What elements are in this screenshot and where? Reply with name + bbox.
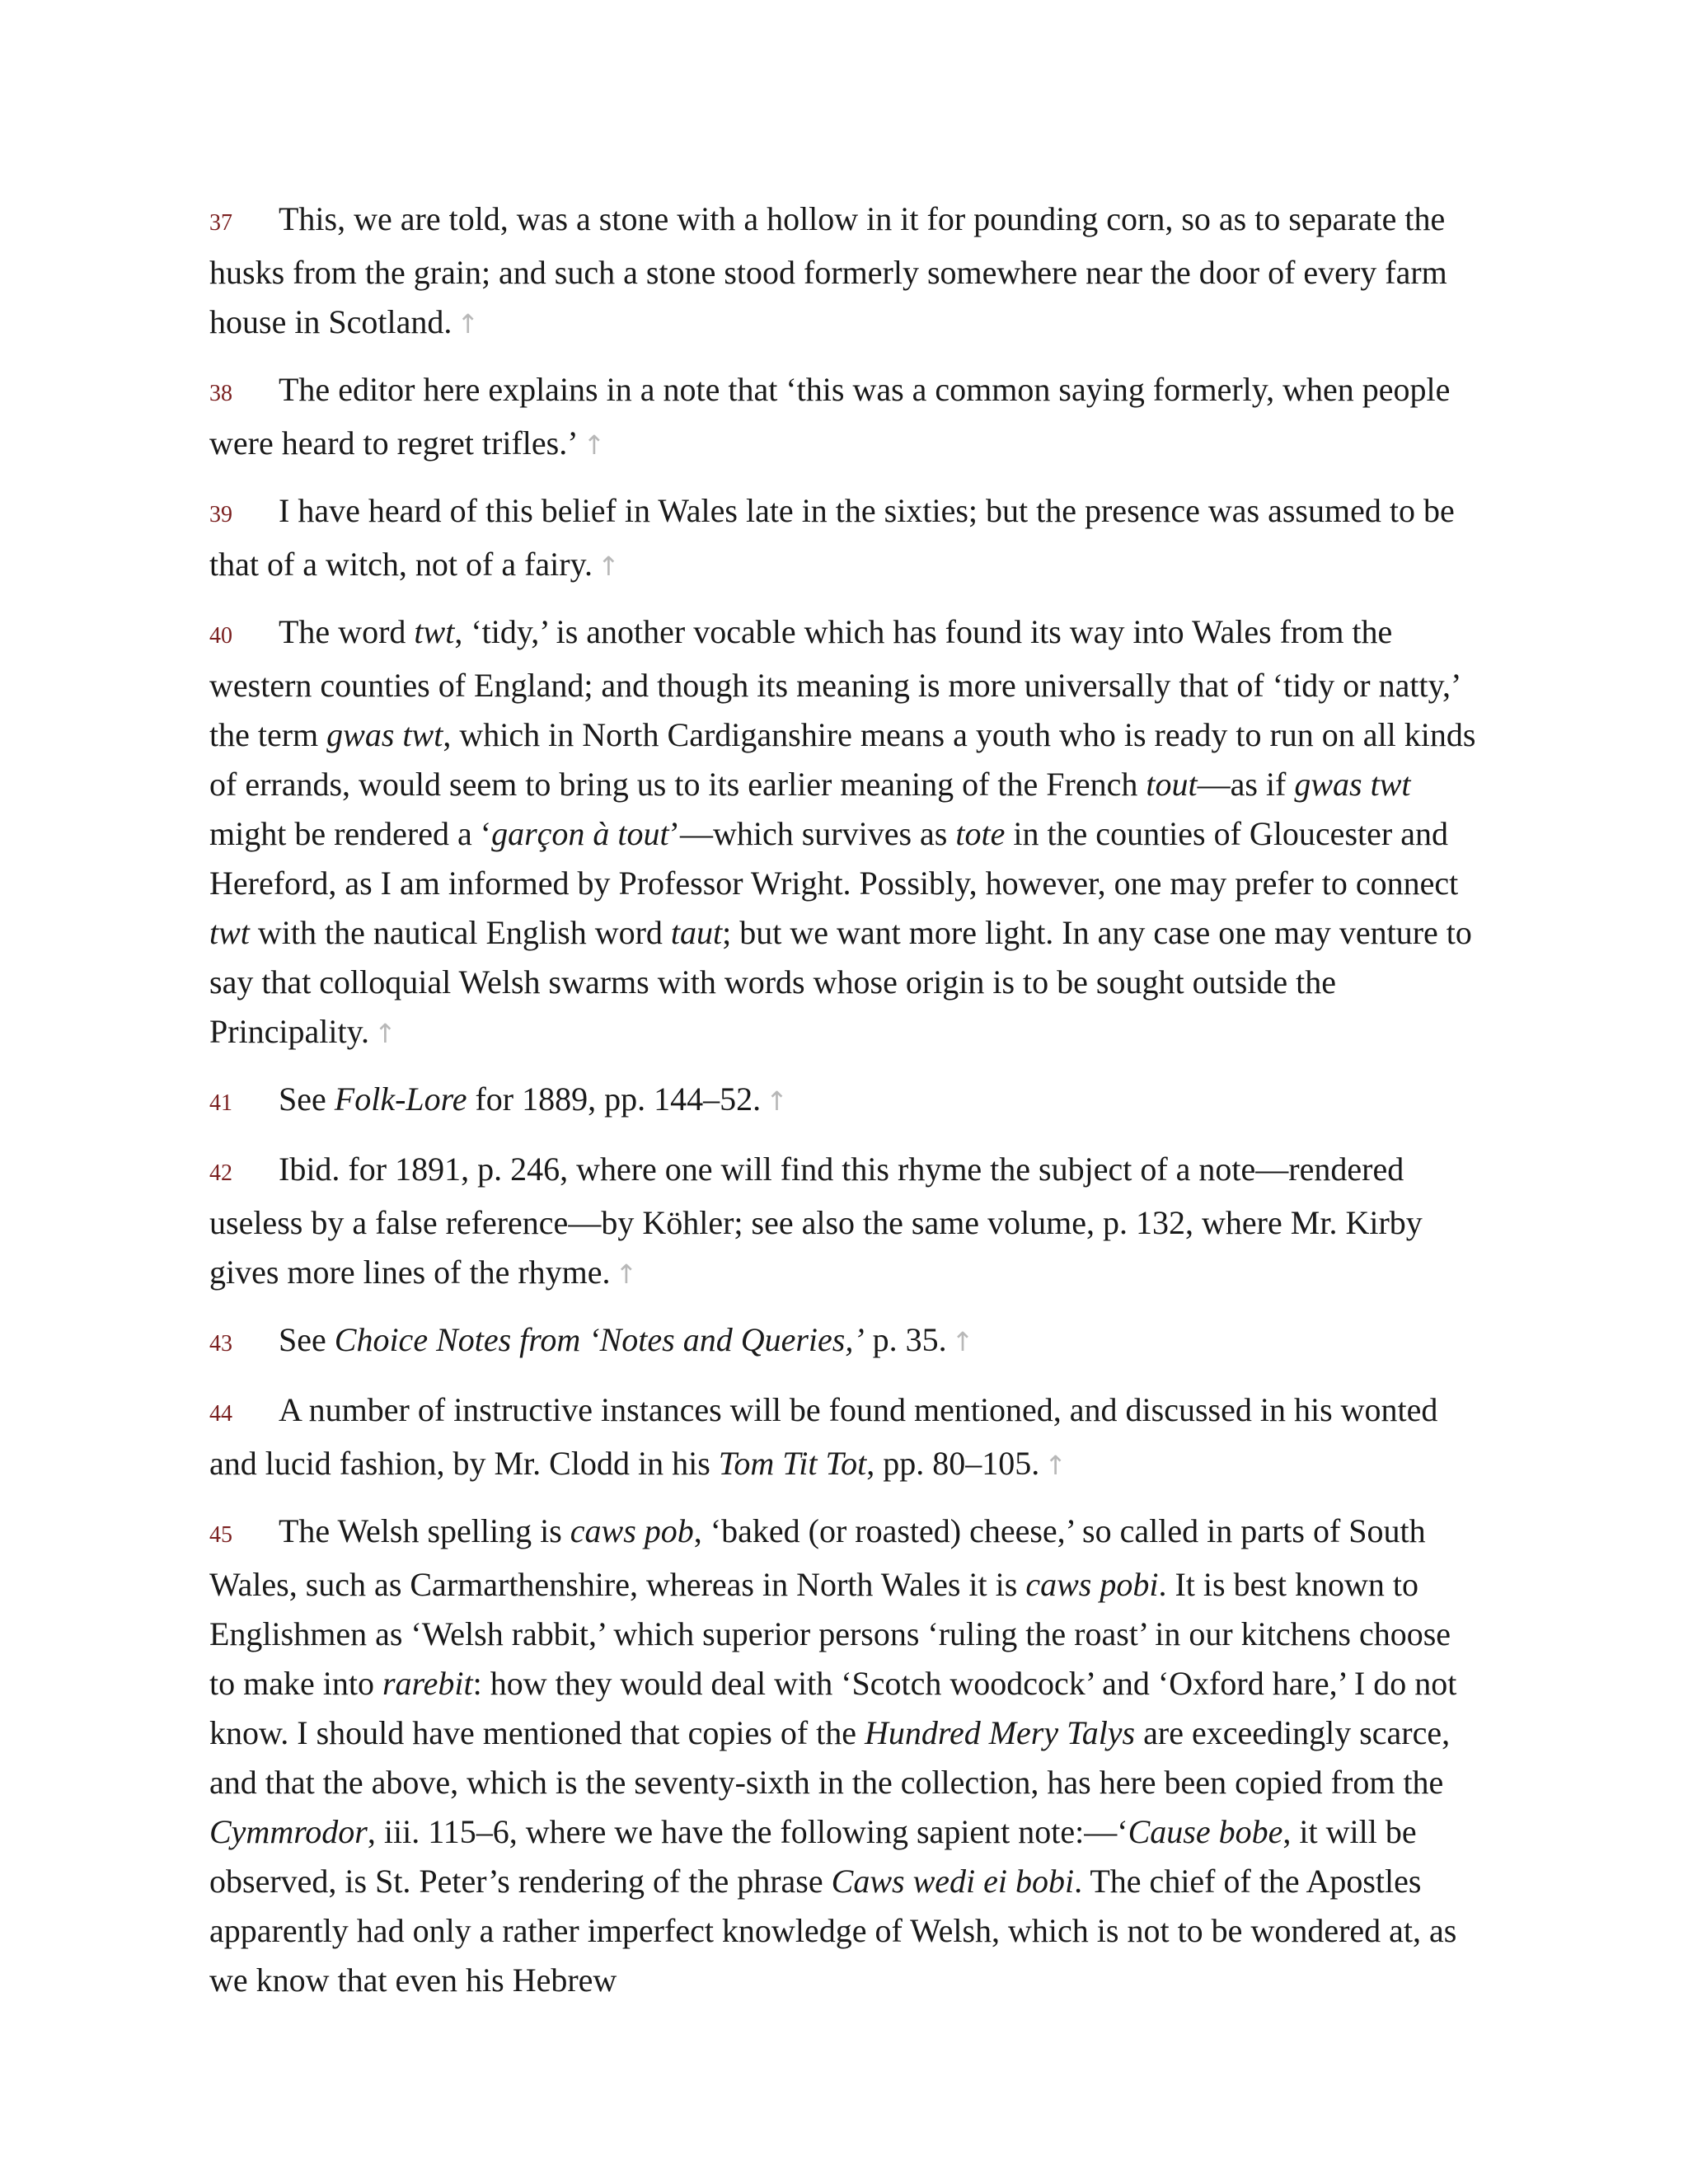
footnote-text: might be rendered a ‘	[209, 815, 492, 852]
footnotes-page	[209, 194, 1479, 2022]
footnote-number: 45	[209, 1522, 232, 1548]
footnote-number: 38	[209, 381, 232, 406]
footnote-45	[209, 1507, 1479, 2005]
footnote-text: for 1889, pp. 144–52.	[467, 1080, 762, 1118]
footnote-text: in the counties of Gloucester and Hereford, as I am informed by Professor Wright. Possibly, however, one may prefer to connect	[209, 815, 1459, 902]
footnote-44	[209, 1385, 1479, 1490]
back-to-reference-link[interactable]: ↑	[951, 1326, 974, 1357]
footnote-number: 39	[209, 502, 232, 527]
footnote-number: 40	[209, 623, 232, 649]
footnote-italic-text: caws pob	[570, 1512, 694, 1549]
footnote-text: are exceedingly scarce, and that the above, which is the seventy-sixth in the collection, has here been copied from the	[209, 1714, 1451, 1801]
footnote-italic-text: twt	[414, 613, 455, 650]
footnote-text: ’—which survives as	[668, 815, 956, 852]
footnote-number: 44	[209, 1401, 232, 1427]
footnote-text: —as if	[1197, 766, 1295, 803]
footnote-text: , pp. 80–105.	[866, 1445, 1040, 1482]
footnote-number: 41	[209, 1090, 232, 1116]
footnote-number: 42	[209, 1160, 232, 1186]
footnote-text: . It is best known to Englishmen as ‘Welsh rabbit,’ which superior persons ‘ruling the roast’ in our kitchens choose to make into	[209, 1566, 1451, 1702]
footnote-italic-text: rarebit	[382, 1665, 473, 1702]
footnote-italic-text: Tom Tit Tot	[718, 1445, 867, 1482]
back-to-reference-link[interactable]: ↑	[598, 551, 620, 582]
footnote-text: , which in North Cardiganshire means a youth who is ready to run on all kinds of errands, would seem to bring us to its earlier meaning of the French	[209, 716, 1476, 803]
footnote-text: See	[279, 1321, 335, 1358]
footnote-italic-text: gwas twt	[1294, 766, 1411, 803]
footnote-italic-text: Folk-Lore	[334, 1080, 467, 1118]
back-to-reference-link[interactable]: ↑	[374, 1018, 396, 1049]
footnote-number: 43	[209, 1331, 232, 1357]
footnote-text: The Welsh spelling is	[279, 1512, 570, 1549]
footnote-38	[209, 365, 1479, 470]
footnote-italic-text: garçon à tout	[491, 815, 669, 852]
footnote-text: , ‘tidy,’ is another vocable which has found its way into Wales from the western counties of England; and though its meaning is more universally that of ‘tidy or natty,’ the term	[209, 613, 1460, 753]
footnote-italic-text: gwas twt	[326, 716, 443, 753]
footnote-italic-text: Caws wedi ei bobi	[831, 1863, 1075, 1900]
footnote-43	[209, 1315, 1479, 1369]
footnote-italic-text: tout	[1146, 766, 1198, 803]
footnote-italic-text: tote	[955, 815, 1006, 852]
footnote-text: ; but we want more light. In any case one may venture to say that colloquial Welsh swarms with words whose origin is to be sought outside the Principality.	[209, 914, 1472, 1050]
footnote-text: p. 35.	[864, 1321, 947, 1358]
footnote-text: : how they would deal with ‘Scotch woodcock’ and ‘Oxford hare,’ I do not know. I should have mentioned that copies of the	[209, 1665, 1457, 1751]
footnote-italic-text: caws pobi	[1025, 1566, 1159, 1603]
footnote-italic-text: Cause bobe	[1128, 1813, 1283, 1850]
footnote-text: with the nautical English word	[249, 914, 671, 951]
footnote-text: See	[279, 1080, 335, 1118]
footnote-40	[209, 607, 1479, 1058]
footnote-text: The word	[279, 613, 415, 650]
footnote-number: 37	[209, 210, 232, 236]
footnote-italic-text: taut	[670, 914, 723, 951]
back-to-reference-link[interactable]: ↑	[583, 429, 606, 461]
footnote-text: , it will be observed, is St. Peter’s rendering of the phrase	[209, 1813, 1417, 1900]
footnote-42	[209, 1145, 1479, 1299]
footnote-italic-text: Choice Notes from ‘Notes and Queries,’	[334, 1321, 865, 1358]
footnote-italic-text: Hundred Mery Talys	[865, 1714, 1136, 1751]
footnote-text: , ‘baked (or roasted) cheese,’ so called in parts of South Wales, such as Carmarthenshire, whereas in North Wales it is	[209, 1512, 1426, 1603]
footnote-37	[209, 194, 1479, 349]
footnote-text: . The chief of the Apostles apparently had only a rather imperfect knowledge of Welsh, which is not to be wondered at, as we know that even his Hebrew	[209, 1863, 1457, 1999]
footnote-text: I have heard of this belief in Wales late in the sixties; but the presence was assumed to be that of a witch, not of a fairy.	[209, 492, 1455, 583]
footnote-41	[209, 1075, 1479, 1128]
footnote-text: The editor here explains in a note that ‘this was a common saying formerly, when people were heard to regret trifles.’	[209, 371, 1451, 462]
footnote-italic-text: Cymmrodor	[209, 1813, 368, 1850]
footnote-text: , iii. 115–6, where we have the following sapient note:—‘	[367, 1813, 1128, 1850]
footnote-italic-text: twt	[209, 914, 250, 951]
footnote-text: This, we are told, was a stone with a hollow in it for pounding corn, so as to separate the husks from the grain; and such a stone stood formerly somewhere near the door of every farm house in Scotland.	[209, 200, 1447, 340]
footnote-39	[209, 486, 1479, 591]
back-to-reference-link[interactable]: ↑	[1044, 1450, 1067, 1481]
footnote-text: Ibid. for 1891, p. 246, where one will find this rhyme the subject of a note—rendered useless by a false reference—by Köhler; see also the same volume, p. 132, where Mr. Kirby gives more lines of the rhyme.	[209, 1151, 1423, 1291]
back-to-reference-link[interactable]: ↑	[457, 308, 480, 340]
back-to-reference-link[interactable]: ↑	[615, 1258, 638, 1290]
footnote-text: A number of instructive instances will be found mentioned, and discussed in his wonted and lucid fashion, by Mr. Clodd in his	[209, 1391, 1438, 1482]
back-to-reference-link[interactable]: ↑	[766, 1085, 788, 1117]
